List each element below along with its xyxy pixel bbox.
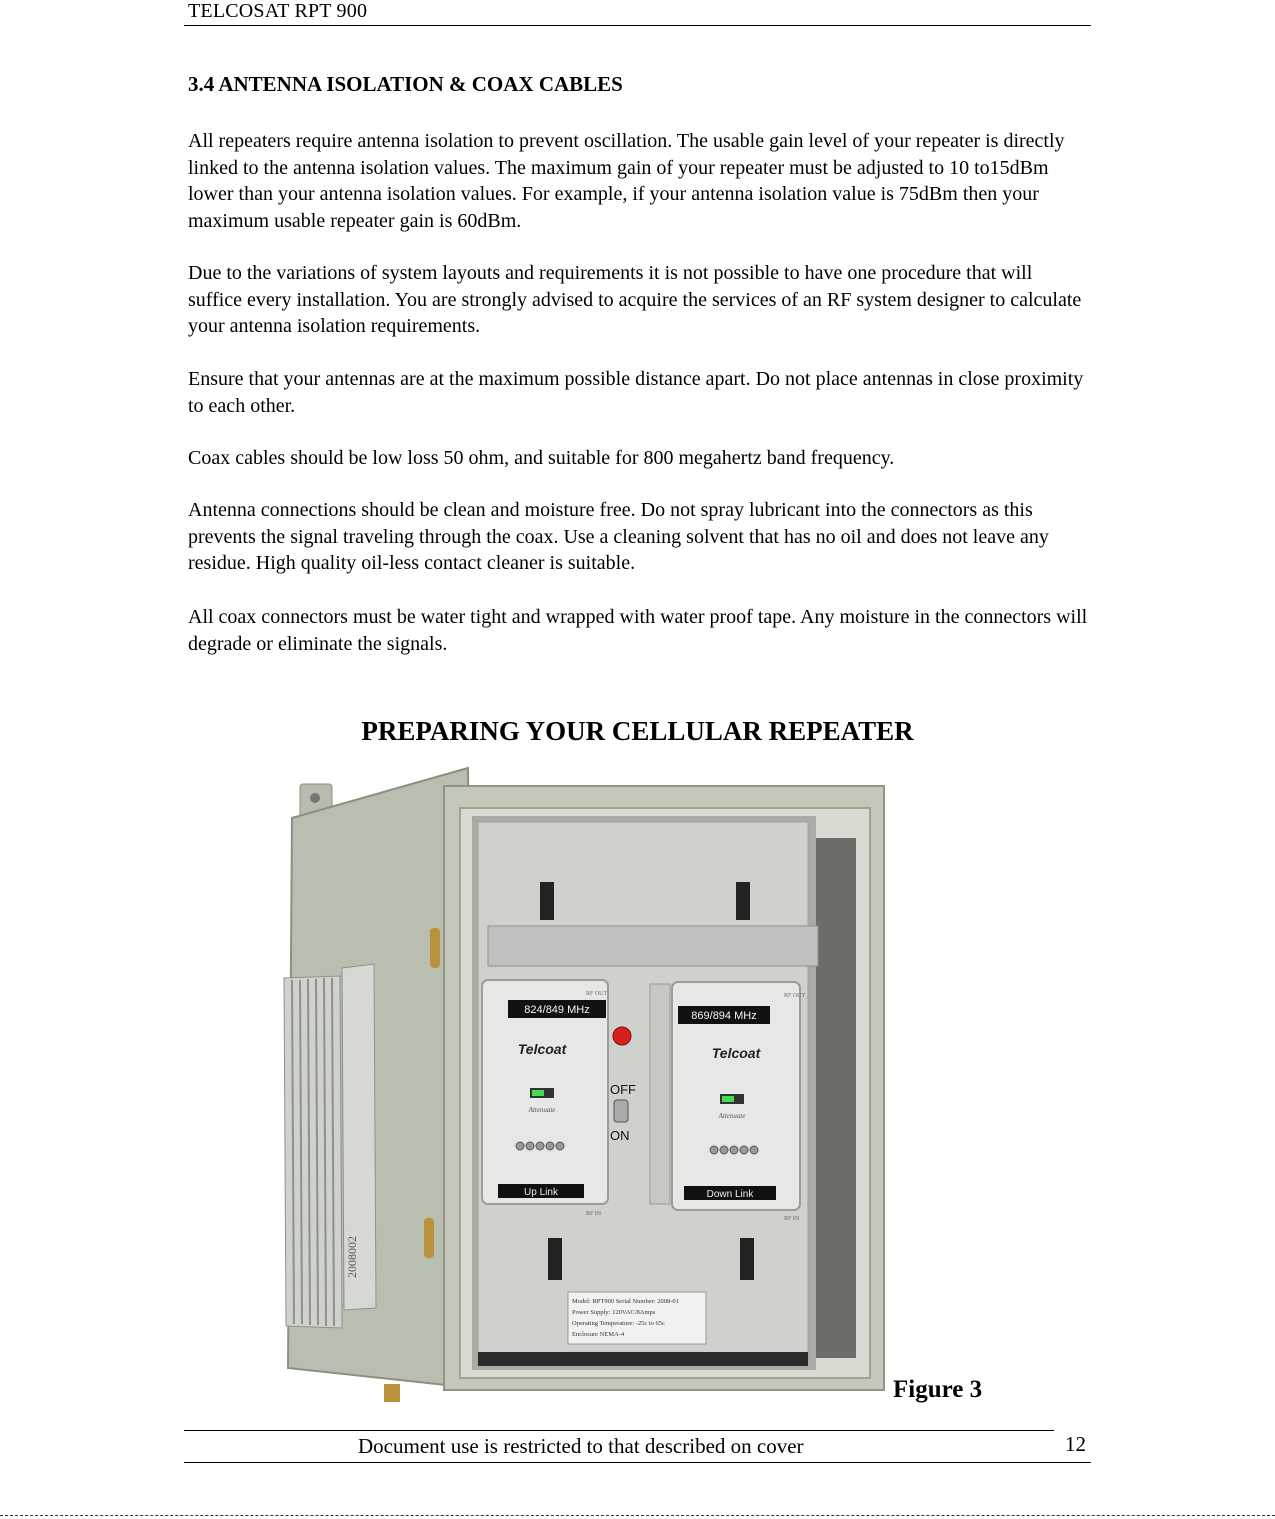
page-number: 12 (1065, 1432, 1086, 1456)
power-led (613, 1027, 631, 1045)
heat-sink (284, 964, 376, 1328)
footer-divider-top (184, 1430, 1054, 1431)
paragraph-antenna-distance: Ensure that your antennas are at the maximum possible distance apart. Do not place antennas in close proximity to each other. (188, 368, 1084, 417)
power-toggle-switch[interactable] (614, 1100, 628, 1122)
downlink-brand: Telcoat (711, 1045, 761, 1061)
paragraph-coax-connectors: All coax connectors must be water tight and wrapped with water proof tape. Any moisture in the connectors will degrade or eliminate the signals. (188, 606, 1088, 655)
uplink-rf-out-label: RF OUT (586, 991, 608, 997)
downlink-label: Down Link (706, 1189, 754, 1200)
paragraph-antenna-connections: Antenna connections should be clean and moisture free. Do not spray lubricant into the connectors as this prevents the signal traveling through the coax. Use a cleaning solvent that has no oil and does not leave any residue. High quality oil-less contact cleaner is suitable. (188, 499, 1049, 574)
uplink-module (482, 980, 608, 1217)
page-header: TELCOSAT RPT 900 (188, 0, 368, 22)
downlink-rf-out-label: RF OUT (784, 993, 806, 999)
header-divider (184, 25, 1091, 26)
paragraph-coax-cables: Coax cables should be low loss 50 ohm, and suitable for 800 megahertz band frequency. (188, 447, 895, 469)
downlink-attenuate: Attenuate (718, 1112, 746, 1120)
footer-divider-bottom (184, 1462, 1091, 1463)
figure-caption: Figure 3 (893, 1376, 983, 1403)
heat-sink-serial: 2008002 (345, 1236, 359, 1278)
spec-plate-line: Operating Temperature: -25c to 65c (572, 1320, 665, 1327)
preparing-title: PREPARING YOUR CELLULAR REPEATER (361, 716, 914, 746)
spec-plate-line: Model: RPT900 Serial Number: 2008-01 (572, 1298, 679, 1305)
downlink-rf-in-label: RF IN (784, 1216, 800, 1222)
spec-plate-line: Power Supply: 120VAC/8Amps (572, 1309, 656, 1316)
downlink-freq: 869/894 MHz (691, 1010, 757, 1022)
paragraph-isolation: All repeaters require antenna isolation to prevent oscillation. The usable gain level of your repeater is directly linked to the antenna isolation values. The maximum gain of your repeater must be adjusted to 10 to15dBm lower than your antenna isolation values. For example, if your antenna isolation value is 75dBm then your maximum usable repeater gain is 60dBm. (188, 130, 1065, 232)
on-label: ON (610, 1128, 630, 1143)
footer-notice: Document use is restricted to that described on cover (358, 1434, 804, 1458)
spec-plate (568, 1292, 706, 1344)
paragraph-variations: Due to the variations of system layouts and requirements it is not possible to have one procedure that will suffice every installation. You are strongly advised to acquire the services of an RF system designer to calculate your antenna isolation requirements. (188, 262, 1082, 337)
page-edge (0, 1515, 1275, 1516)
section-title: 3.4 ANTENNA ISOLATION & COAX CABLES (188, 72, 623, 96)
downlink-module (672, 982, 806, 1222)
repeater-photo (278, 748, 894, 1402)
spec-plate-line: Enclosure NEMA-4 (572, 1331, 625, 1338)
uplink-attenuate: Attenuate (528, 1106, 556, 1114)
off-label: OFF (610, 1082, 636, 1097)
uplink-freq: 824/849 MHz (524, 1004, 590, 1016)
uplink-brand: Telcoat (517, 1041, 567, 1057)
uplink-rf-in-label: RF IN (586, 1211, 602, 1217)
downlink-attenuator-switches[interactable] (710, 1146, 758, 1154)
uplink-attenuator-switches[interactable] (516, 1142, 564, 1150)
uplink-label: Up Link (524, 1187, 558, 1198)
